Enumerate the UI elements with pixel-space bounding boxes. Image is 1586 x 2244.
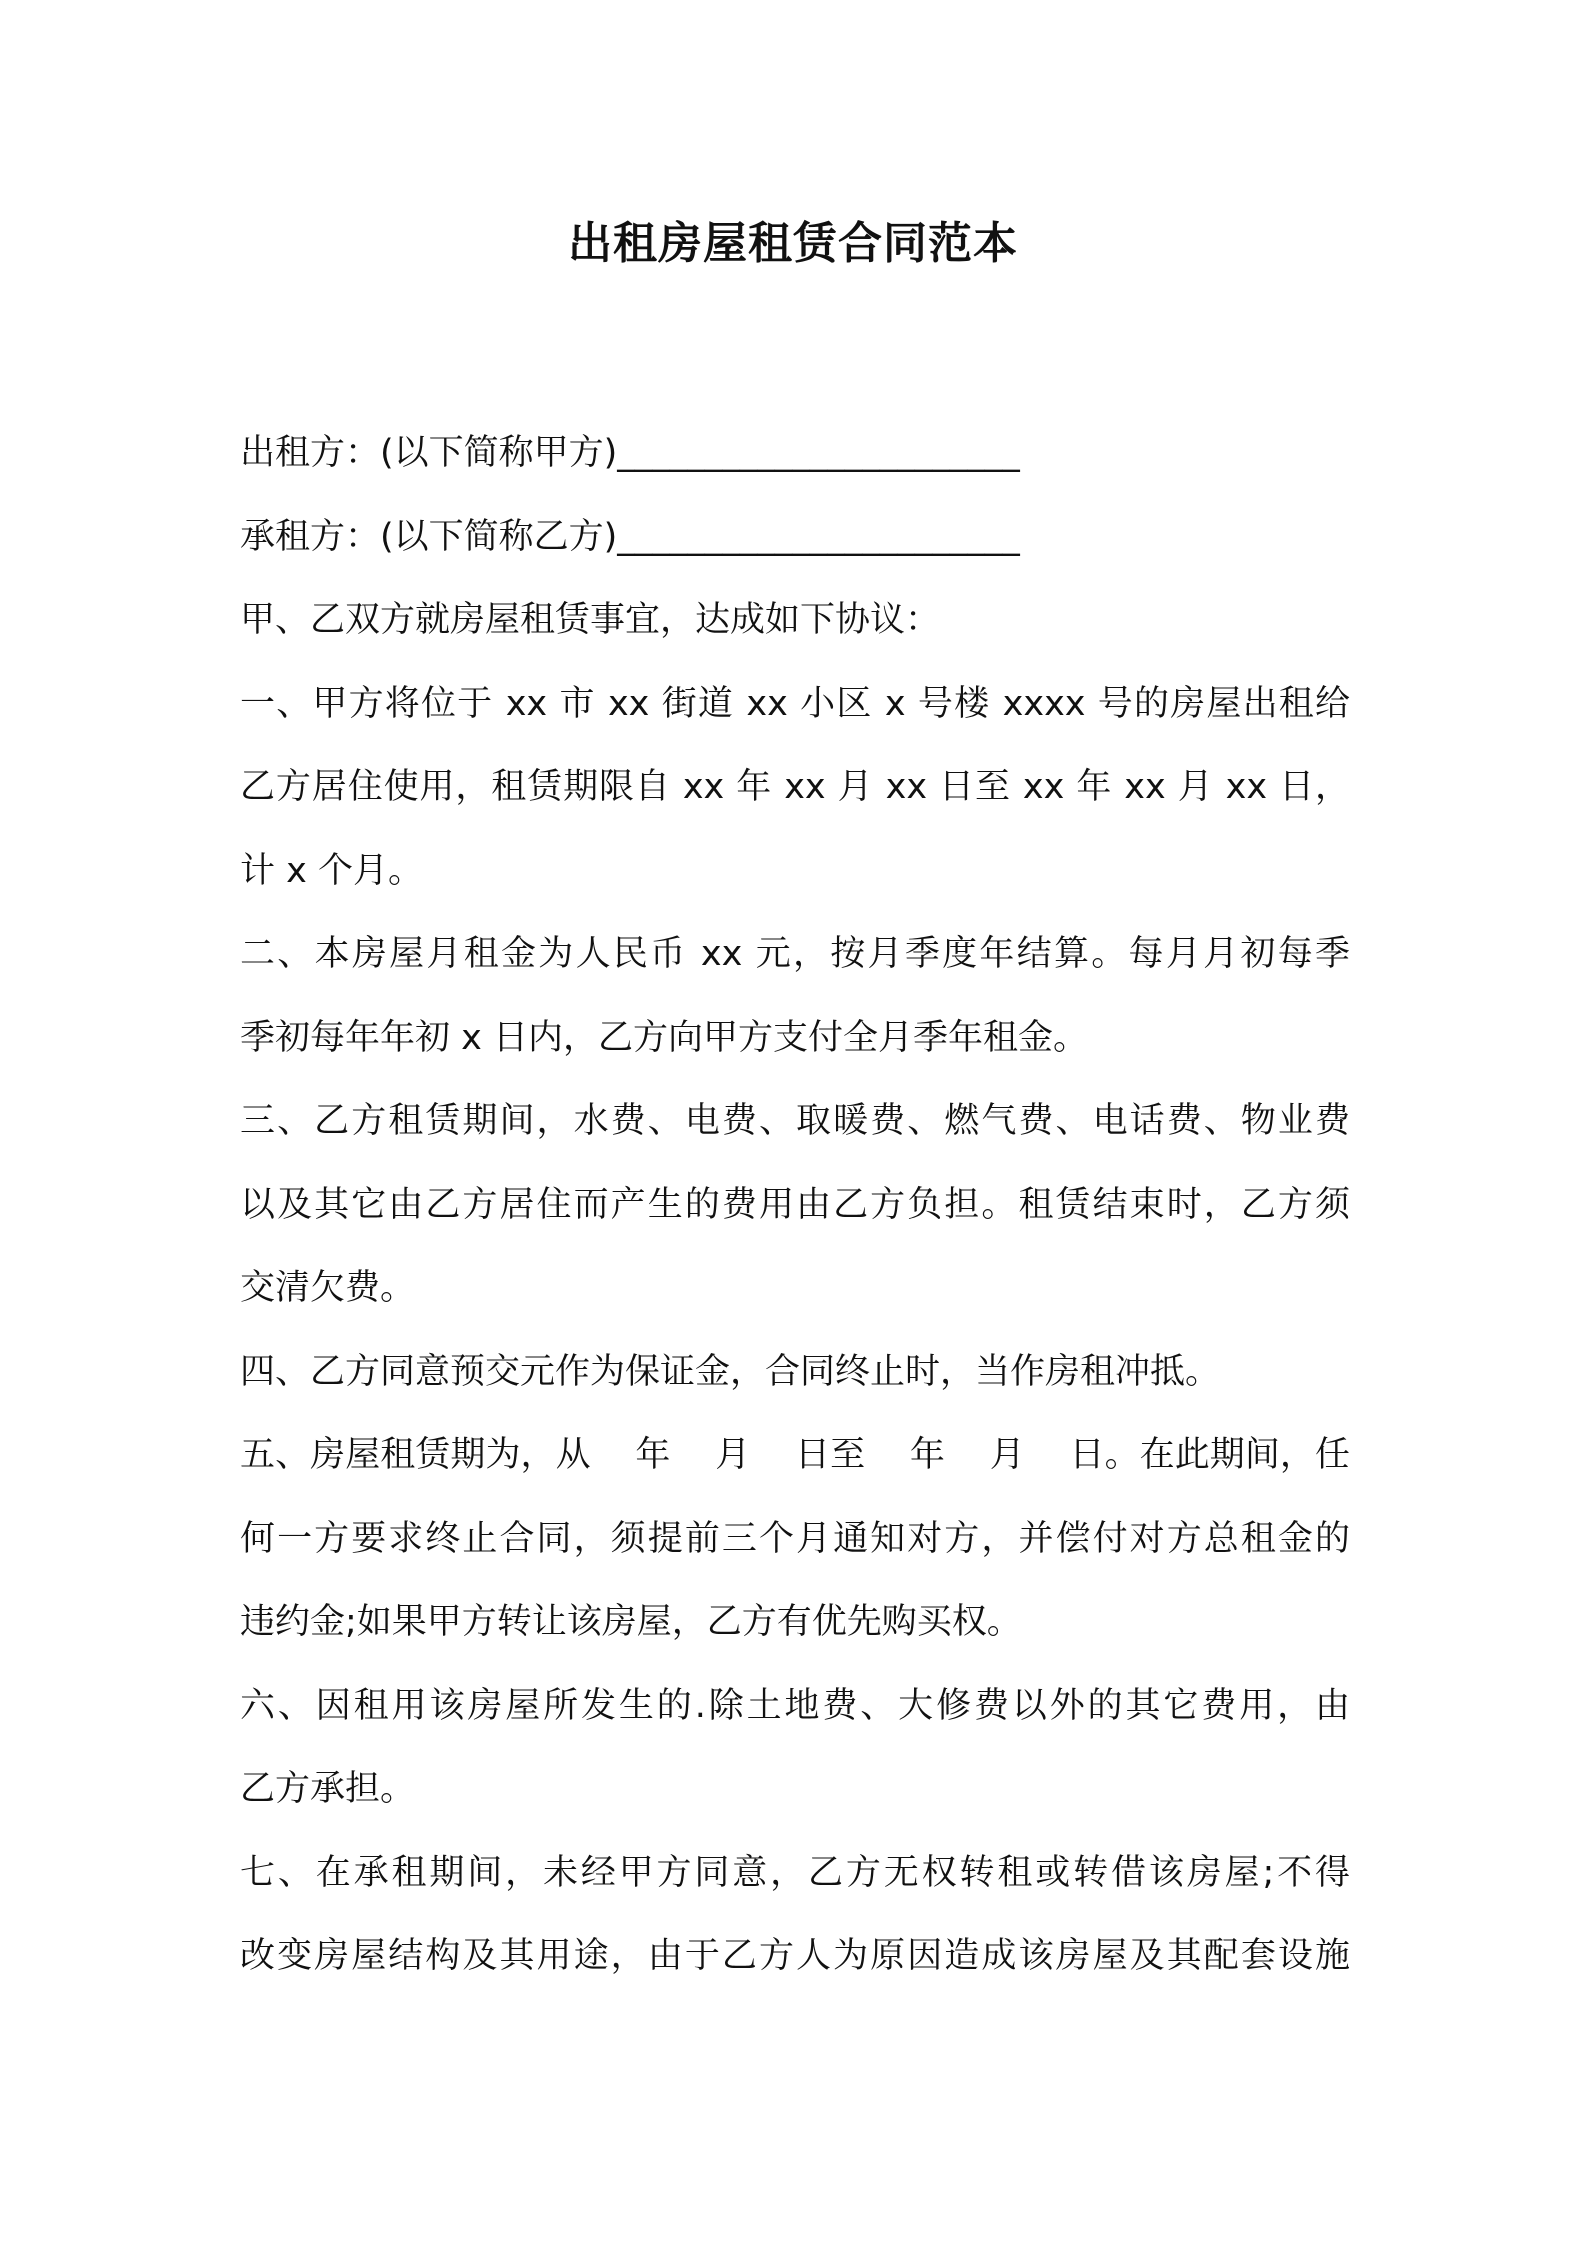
clause-line: 改变房屋结构及其用途，由于乙方人为原因造成该房屋及其配套设施 [240,1936,1350,1976]
clause-line: 六、因租用该房屋所发生的.除土地费、大修费以外的其它费用，由 [240,1685,1350,1726]
document-body [240,412,1350,1999]
lessor-line: 出租方：(以下简称甲方)_______________________ [240,433,1020,473]
clause-line: 三、乙方租赁期间，水费、电费、取暖费、燃气费、电话费、物业费 [240,1101,1350,1141]
clause-line: 二、本房屋月租金为人民币 xx 元，按月季度年结算。每月月初每季 [240,934,1350,974]
clause-line: 计 x 个月。 [240,850,423,891]
agreement-intro: 甲、乙双方就房屋租赁事宜，达成如下协议： [240,600,941,640]
document-title: 出租房屋租赁合同范本 [568,218,1018,269]
lessee-line: 承租方：(以下简称乙方)_______________________ [240,516,1020,557]
clause-line: 违约金;如果甲方转让该房屋，乙方有优先购买权。 [240,1602,1022,1642]
clause-line: 何一方要求终止合同，须提前三个月通知对方，并偿付对方总租金的 [240,1518,1350,1559]
clause-line: 一、甲方将位于 xx 市 xx 街道 xx 小区 x 号楼 xxxx 号的房屋出租给 [240,683,1350,724]
clause-line: 四、乙方同意预交元作为保证金，合同终止时，当作房租冲抵。 [240,1351,1221,1392]
clause-line: 季初每年年初 x 日内，乙方向甲方支付全月季年租金。 [240,1017,1088,1058]
clause-line: 交清欠费。 [240,1268,416,1308]
clause-line: 五、房屋租赁期为，从 年 月 日至 年 月 日。在此期间，任 [240,1435,1350,1475]
clause-line: 乙方居住使用，租赁期限自 xx 年 xx 月 xx 日至 xx 年 xx 月 xx 日， [240,767,1350,807]
clause-line: 以及其它由乙方居住而产生的费用由乙方负担。租赁结束时，乙方须 [240,1184,1350,1225]
clause-line: 七、在承租期间，未经甲方同意，乙方无权转租或转借该房屋;不得 [240,1852,1350,1893]
clause-line: 乙方承担。 [240,1769,416,1809]
